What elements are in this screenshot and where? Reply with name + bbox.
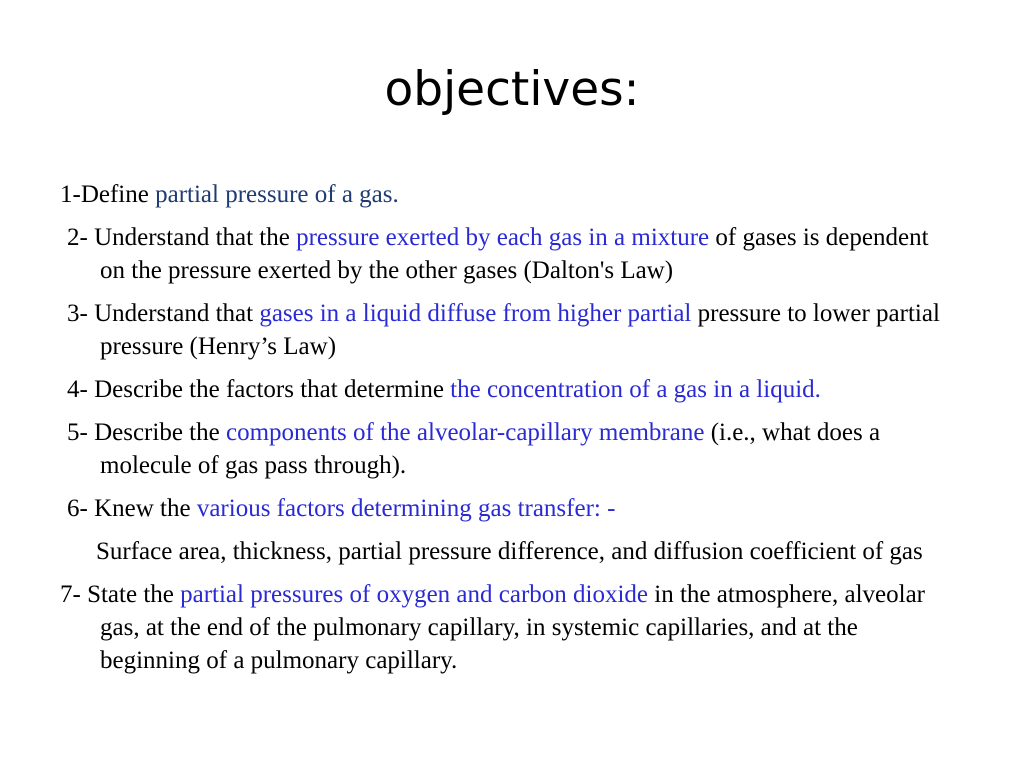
objective-item-6-detail (0, 535, 1000, 568)
objective-4-highlight: the concentration of a gas in a liquid. (450, 376, 821, 403)
objective-item-6 (0, 492, 1000, 525)
objective-6-detail-text: Surface area, thickness, partial pressure difference, and diffusion coefficient of gas (96, 538, 923, 565)
objective-4-text: 4- Describe the factors that determine (67, 376, 451, 403)
objective-6-highlight: various factors determining gas transfer: - (196, 495, 616, 522)
objective-6-text: 6- Knew the (67, 495, 197, 522)
objective-item-4 (0, 373, 1000, 406)
objective-1-highlight: partial pressure of a gas (155, 181, 393, 208)
objective-item-3 (0, 297, 1000, 363)
objective-1-tail: . (392, 181, 399, 208)
objective-item-7 (0, 578, 1000, 677)
objective-2-tail: of gases is dependent on the pressure exerted by the other gases (Dalton's Law) (100, 224, 929, 284)
objective-7-tail: in the atmosphere, alveolar gas, at the end of the pulmonary capillary, in systemic capillaries, and at the beginning of a pulmonary capillary. (100, 581, 926, 674)
objectives-list (0, 178, 1000, 687)
objective-3-tail: pressure to lower partial pressure (Henry’s Law) (100, 300, 940, 360)
objective-5-tail: (i.e., what does a molecule of gas pass through). (100, 419, 881, 479)
objective-3-highlight: gases in a liquid diffuse from higher partial (259, 300, 692, 327)
objective-7-highlight: partial pressures of oxygen and carbon dioxide (180, 581, 649, 608)
objective-7-text: 7- State the (60, 581, 181, 608)
objective-item-2 (0, 221, 1000, 287)
objective-item-5 (0, 416, 1000, 482)
objective-3-text: 3- Understand that (67, 300, 260, 327)
objective-5-text: 5- Describe the (67, 419, 226, 446)
objective-2-highlight: pressure exerted by each gas in a mixture (296, 224, 710, 251)
objective-2-text: 2- Understand that the (67, 224, 297, 251)
slide-title: objectives: (384, 62, 640, 117)
objective-item-1 (0, 178, 1000, 211)
objective-5-highlight: components of the alveolar-capillary membrane (225, 419, 705, 446)
objective-1-text: 1-Define (60, 181, 156, 208)
